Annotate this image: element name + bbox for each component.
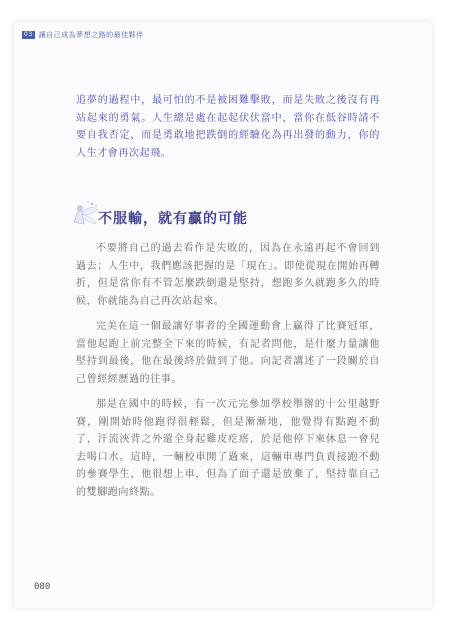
section-heading (68, 200, 378, 230)
body-text (76, 240, 380, 509)
fairy-illustration-icon (68, 200, 102, 230)
intro-paragraph: 追夢的過程中，最可怕的不是被困難擊敗，而是失敗之後沒有再站起來的勇氣。人生總是處在起起伏伏當中，當你在低谷時請不要自我否定，而是勇敢地把跌倒的經驗化為再出發的動力，你的人生才會再次起飛。 (76, 95, 380, 159)
chapter-title: 讓自己成為夢想之路的最佳夥伴 (38, 31, 144, 39)
body-paragraph-2: 完美在這一個最讓好事者的全國運動會上贏得了比賽冠軍，當他起跑上前完整全下來的時候，有記者問他，是什麼力量讓他堅持到最後，他在最後終於做到了他。向記者講述了一段關於自己曾經經歷過的往事。 (76, 321, 380, 385)
section-title: 不服輸，就有贏的可能 (98, 211, 248, 227)
page-number: 080 (34, 582, 51, 592)
chapter-number: 03 (24, 31, 33, 38)
body-paragraph-1: 不要將自己的過去看作是失敗的，因為在永遠再起不會回到過去；人生中，我們應該把握的是「現在」。即使從現在開始再轉折，但是當你有不管怎麼跌倒還是堅持，想跑多久就跑多久的時候，你就能為自己再次站起來。 (76, 243, 380, 307)
body-paragraph-3: 那是在國中的時候，有一次元完參加學校舉辦的十公里越野賽，剛開始時他跑得很輕鬆，但是漸漸地，他覺得有點跑不動了，汗流浹背之外還全身起雞皮疙瘩，於是他停下來休息一會兒去喝口水。這時，一輛校車開了過來，這輛車專門負責接跑不動的參賽學生，他很想上車，但為了面子還是放棄了，堅持靠自己的雙腳跑向終點。 (76, 399, 380, 498)
running-header (22, 30, 144, 40)
